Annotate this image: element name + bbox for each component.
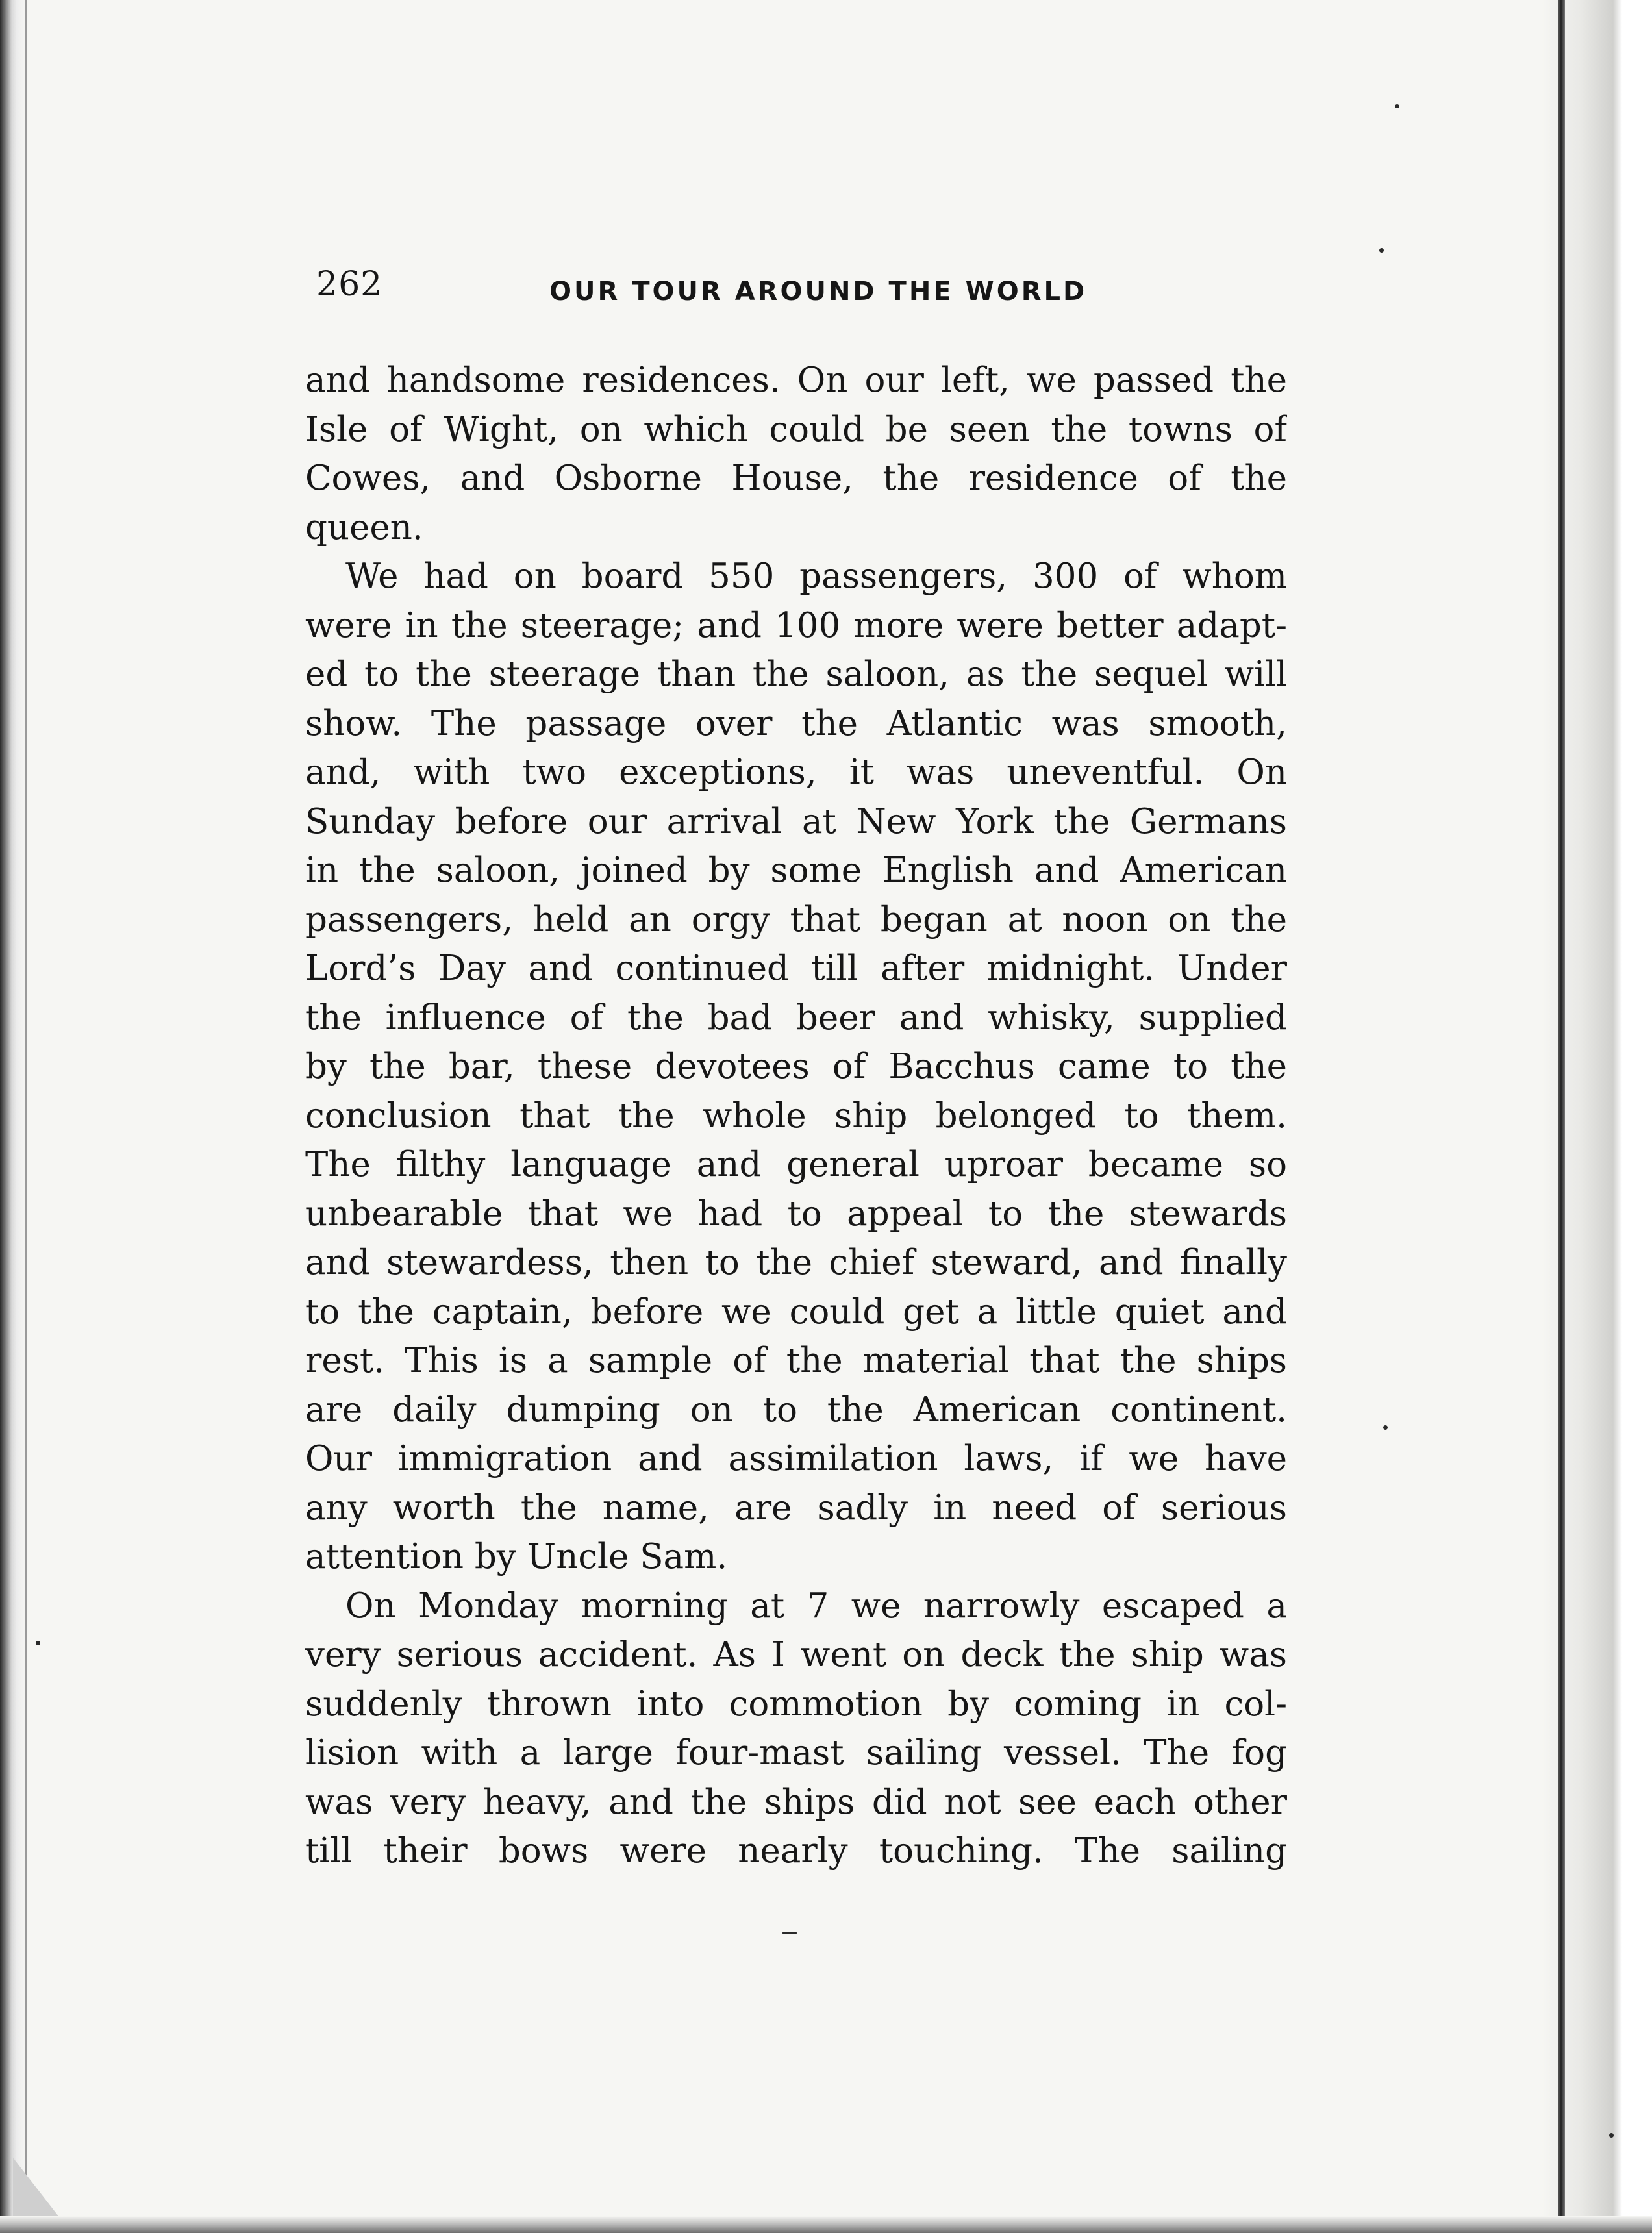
text-line: rest. This is a sample of the material that the ships bbox=[305, 1341, 1287, 1380]
page-right-edge-line bbox=[1558, 0, 1565, 2233]
paragraph-start-line: On Monday morning at 7 we narrowly escaped a bbox=[345, 1586, 1287, 1626]
scan-speck bbox=[1383, 1425, 1388, 1430]
text-line: very serious accident. As I went on deck the ship was bbox=[305, 1635, 1287, 1675]
text-line: by the bar, these devotees of Bacchus came to the bbox=[305, 1047, 1287, 1086]
text-line: till their bows were nearly touching. The sailing bbox=[305, 1831, 1287, 1871]
page-binding-left-line bbox=[25, 0, 27, 2233]
scan-speck bbox=[1609, 2133, 1614, 2138]
text-line: Our immigration and assimilation laws, if we have bbox=[305, 1439, 1287, 1478]
text-line: The filthy language and general uproar became so bbox=[305, 1145, 1287, 1184]
text-line: unbearable that we had to appeal to the stewards bbox=[305, 1193, 1287, 1234]
body-text bbox=[305, 356, 1287, 1876]
text-line: and handsome residences. On our left, we passed the bbox=[305, 360, 1287, 400]
page-binding-left-edge bbox=[0, 0, 26, 2233]
text-line: any worth the name, are sadly in need of serious bbox=[305, 1488, 1287, 1528]
page-number: 262 bbox=[316, 265, 383, 304]
text-line: suddenly thrown into commotion by coming in col- bbox=[305, 1684, 1287, 1724]
running-title: OUR TOUR AROUND THE WORLD bbox=[549, 277, 1088, 306]
text-line: to the captain, before we could get a little quiet and bbox=[305, 1291, 1287, 1332]
text-line: passengers, held an orgy that began at noon on the bbox=[305, 899, 1287, 940]
scan-speck bbox=[36, 1641, 40, 1645]
text-line: attention by Uncle Sam. bbox=[305, 1537, 728, 1577]
scan-speck bbox=[1379, 248, 1384, 253]
text-line: and, with two exceptions, it was uneventful. On bbox=[305, 753, 1287, 792]
text-line: ed to the steerage than the saloon, as the sequel will bbox=[305, 655, 1287, 694]
text-line: show. The passage over the Atlantic was smooth, bbox=[305, 703, 1287, 743]
text-line: was very heavy, and the ships did not see each other bbox=[305, 1782, 1287, 1822]
page-bottom-edge bbox=[0, 2216, 1652, 2233]
text-line: lision with a large four-mast sailing vessel. The fog bbox=[305, 1733, 1287, 1773]
scan-speck bbox=[1395, 104, 1399, 108]
text-line: in the saloon, joined by some English and American bbox=[305, 851, 1287, 890]
text-line: were in the steerage; and 100 more were better adapt- bbox=[305, 605, 1287, 645]
text-line: Cowes, and Osborne House, the residence of the bbox=[305, 458, 1287, 498]
text-line: are daily dumping on to the American continent. bbox=[305, 1390, 1287, 1430]
scan-speck bbox=[782, 1932, 797, 1934]
text-line: Isle of Wight, on which could be seen the towns of bbox=[305, 409, 1287, 449]
text-line: Lord’s Day and continued till after midnight. Under bbox=[305, 949, 1287, 988]
text-line: Sunday before our arrival at New York the Germans bbox=[305, 801, 1287, 842]
text-line: conclusion that the whole ship belonged to them. bbox=[305, 1095, 1287, 1136]
text-line: and stewardess, then to the chief steward, and finally bbox=[305, 1243, 1287, 1282]
text-line: the influence of the bad beer and whisky, supplied bbox=[305, 997, 1287, 1038]
page-corner-fold bbox=[13, 2158, 58, 2216]
paragraph-start-line: We had on board 550 passengers, 300 of whom bbox=[345, 556, 1287, 596]
text-line: queen. bbox=[305, 507, 423, 547]
